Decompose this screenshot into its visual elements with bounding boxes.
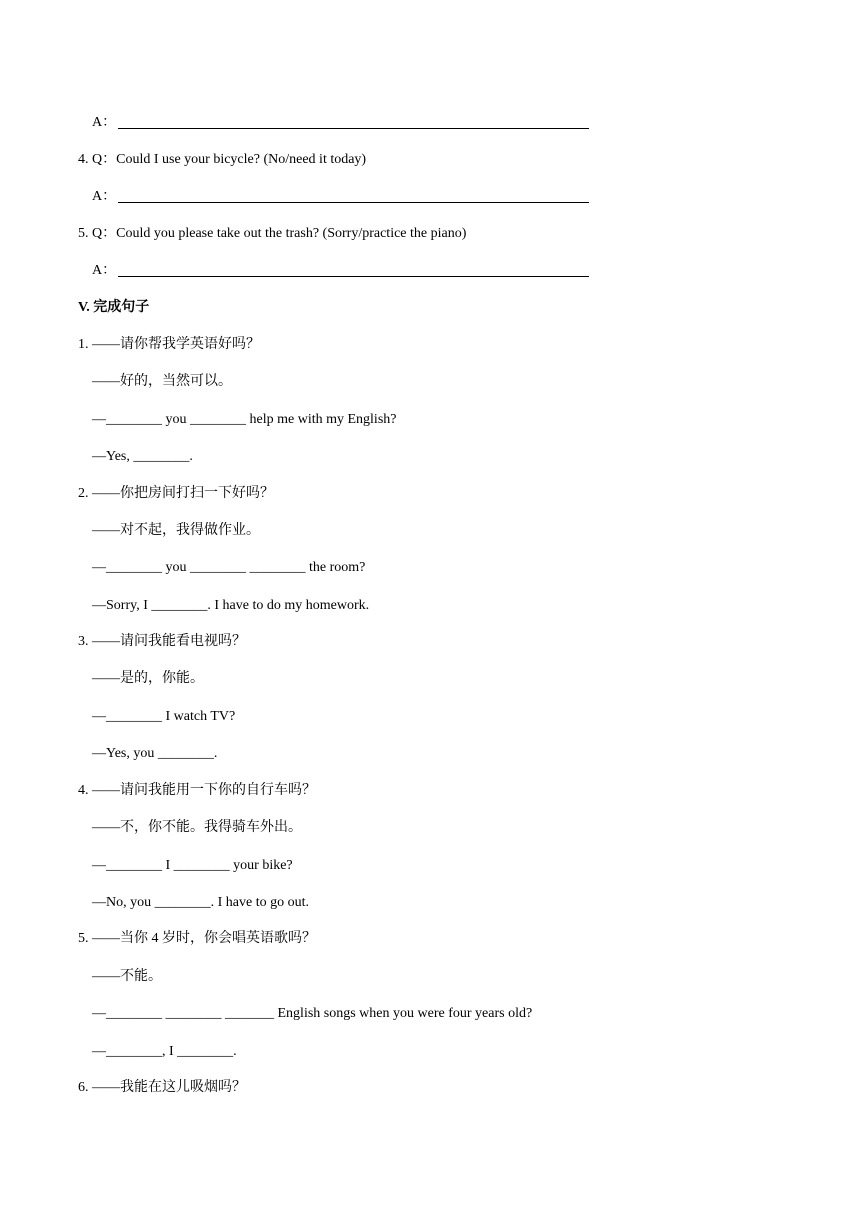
item-2-cn-question: 2. ——你把房间打扫一下好吗？: [78, 486, 274, 501]
item-5-en-question: —________ ________ _______ English songs when you were four years old?: [92, 1006, 533, 1021]
item-3-en-question: —________ I watch TV?: [92, 709, 236, 724]
section-heading: V. 完成句子: [78, 300, 150, 315]
answer-5-blank[interactable]: [118, 276, 589, 277]
answer-4-blank[interactable]: [118, 202, 589, 203]
item-3-cn-answer: ——是的，你能。: [92, 671, 204, 686]
item-4-cn-answer: ——不，你不能。我得骑车外出。: [92, 820, 302, 835]
question-5: 5. Q：Could you please take out the trash? (Sorry/practice the piano): [78, 226, 467, 241]
item-3-cn-question: 3. ——请问我能看电视吗？: [78, 634, 246, 649]
item-2-cn-answer: ——对不起，我得做作业。: [92, 523, 260, 538]
item-5-cn-answer: ——不能。: [92, 969, 162, 984]
item-4-cn-question: 4. ——请问我能用一下你的自行车吗？: [78, 783, 316, 798]
item-2-en-question: —________ you ________ ________ the room?: [92, 560, 366, 575]
item-4-en-answer: —No, you ________. I have to go out.: [92, 895, 309, 910]
item-1-cn-question: 1. ——请你帮我学英语好吗？: [78, 337, 260, 352]
item-2-en-answer: —Sorry, I ________. I have to do my homework.: [92, 598, 370, 613]
item-6-cn-question: 6. ——我能在这儿吸烟吗？: [78, 1080, 246, 1095]
item-3-en-answer: —Yes, you ________.: [92, 746, 218, 761]
question-4: 4. Q：Could I use your bicycle? (No/need it today): [78, 152, 367, 167]
answer-3-label: A：: [92, 115, 117, 130]
item-5-en-answer: —________, I ________.: [92, 1044, 237, 1059]
answer-3-blank[interactable]: [118, 128, 589, 129]
answer-4-label: A：: [92, 189, 117, 204]
item-4-en-question: —________ I ________ your bike?: [92, 858, 293, 873]
item-5-cn-question: 5. ——当你 4 岁时，你会唱英语歌吗？: [78, 931, 316, 946]
answer-5-label: A：: [92, 263, 117, 278]
item-1-en-question: —________ you ________ help me with my English?: [92, 412, 397, 427]
item-1-en-answer: —Yes, ________.: [92, 449, 193, 464]
item-1-cn-answer: ——好的，当然可以。: [92, 374, 232, 389]
